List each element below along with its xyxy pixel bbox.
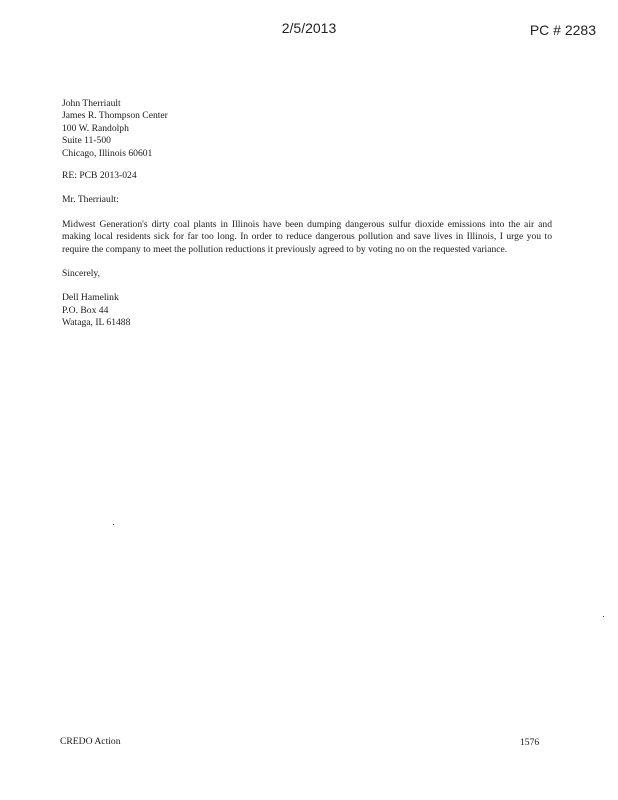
salutation: Mr. Therriault: — [62, 194, 119, 206]
recipient-street: 100 W. Randolph — [62, 122, 129, 134]
recipient-city: Chicago, Illinois 60601 — [62, 147, 153, 159]
footer-page-number: 1576 — [520, 737, 540, 748]
re-line: RE: PCB 2013-024 — [62, 170, 137, 182]
recipient-building: James R. Thompson Center — [62, 110, 168, 122]
body-paragraph: Midwest Generation's dirty coal plants in Illinois have been dumping dangerous sulfur dioxide emissions into the air and making local residents sick for far too long. In order to reduce dangerous pollution and save lives in Illinois, I urge you to require the company to meet the pollution reductions it previously agreed to by voting no on the requested variance. — [62, 218, 552, 255]
recipient-suite: Suite 11-500 — [62, 135, 111, 147]
letter-body — [62, 98, 552, 330]
footer-source: CREDO Action — [60, 736, 121, 747]
recipient-name: John Therriault — [62, 98, 121, 109]
sender-city: Wataga, IL 61488 — [62, 317, 131, 329]
sender-pobox: P.O. Box 44 — [62, 304, 109, 316]
header-date: 2/5/2013 — [281, 20, 337, 36]
recipient-address — [62, 98, 552, 160]
scan-speck — [113, 524, 114, 525]
sender-address — [62, 292, 552, 329]
scan-speck — [603, 616, 604, 617]
sender-name: Dell Hamelink — [62, 292, 119, 304]
pc-number: PC # 2283 — [529, 22, 596, 38]
closing: Sincerely, — [62, 268, 101, 280]
